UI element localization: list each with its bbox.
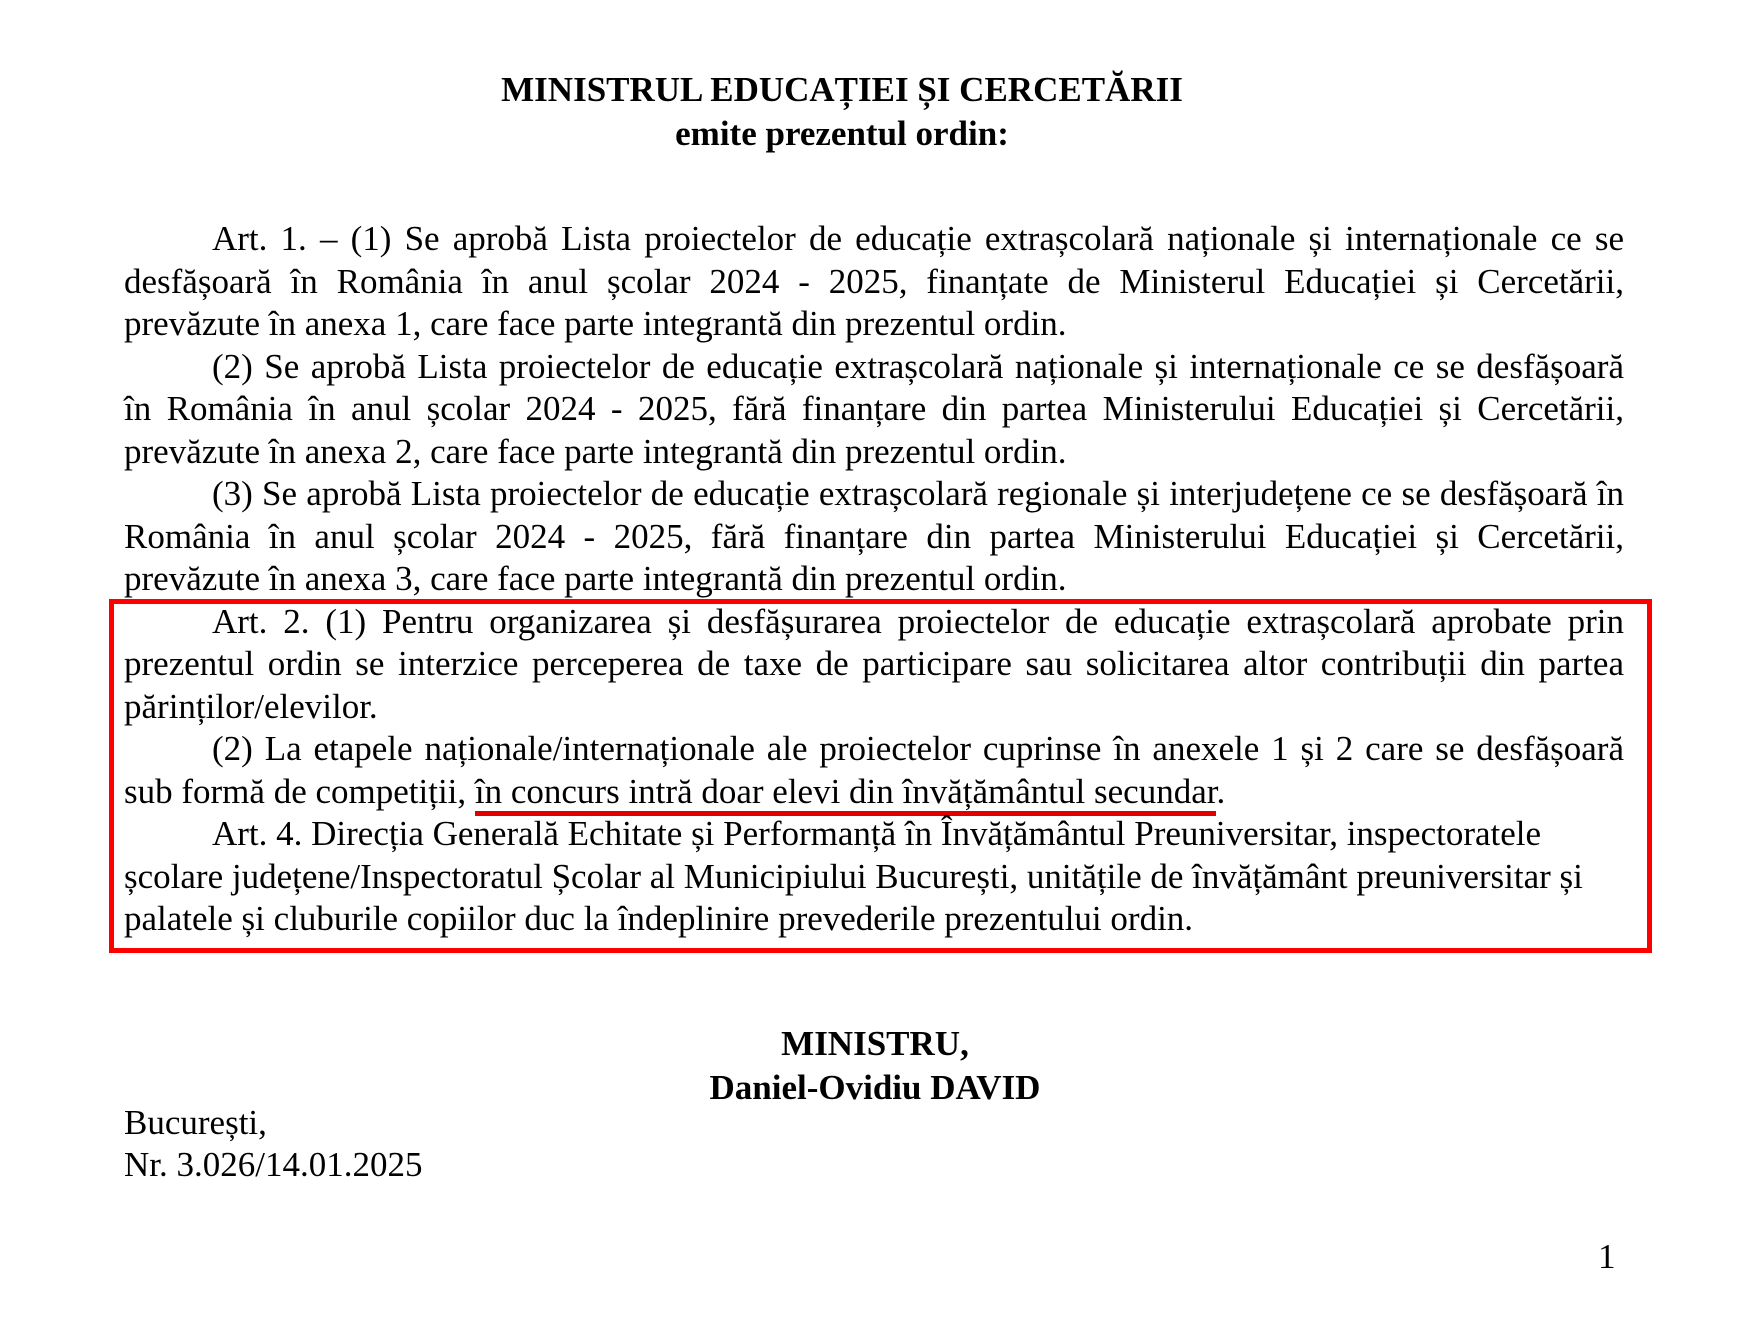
document-footer	[124, 1102, 422, 1186]
footer-city: București,	[124, 1103, 267, 1142]
article-1-paragraph-1: Art. 1. – (1) Se aprobă Lista proiectelor de educație extrașcolară naționale și internaționale ce se desfășoară în România în anul școlar 2024 - 2025, finanțate de Ministerul Educației și Cercetării, prevăzute în anexa 1, care face parte integrantă din prezentul ordin.	[124, 219, 1624, 343]
signature-role: MINISTRU,	[781, 1024, 969, 1063]
article-1-paragraph-2: (2) Se aprobă Lista proiectelor de educație extrașcolară naționale și internaționale ce se desfășoară în România în anul școlar 2024 - 2025, fără finanțare din partea Ministerului Educației și Cercetării, prevăzute în anexa 2, care face parte integrantă din prezentul ordin.	[124, 346, 1624, 471]
article-2-paragraph-2-start: (2) La etapele naționale/internaționale ale proiectelor cuprinse în anexele 1 și 2 care se desfășoară sub formă de competiții,	[124, 729, 1624, 811]
page-number: 1	[1598, 1237, 1616, 1276]
article-4-paragraph: Art. 4. Direcția Generală Echitate și Performanță în Învățământul Preuniversitar, inspectoratele școlare județene/Inspectoratul Școlar al Municipiului București, unitățile de învățământ preuniversitar și palatele și cluburile copiilor duc la îndeplinire prevederile prezentului ordin.	[124, 814, 1583, 938]
article-1-paragraph-3: (3) Se aprobă Lista proiectelor de educație extrașcolară regionale și interjudețene ce se desfășoară în România în anul școlar 2024 - 2025, fără finanțare din partea Ministerului Educației și Cercetării, prevăzute în anexa 3, care face parte integrantă din prezentul ordin.	[124, 474, 1624, 598]
highlight-box	[109, 599, 1652, 953]
footer-number: Nr. 3.026/14.01.2025	[124, 1145, 423, 1184]
signature-name: Daniel-Ovidiu DAVID	[709, 1068, 1041, 1107]
document-title: MINISTRUL EDUCAȚIEI ȘI CERCETĂRII	[501, 70, 1183, 109]
document-header	[124, 68, 1308, 156]
document-subtitle: emite prezentul ordin:	[675, 114, 1009, 153]
article-2-paragraph-1: Art. 2. (1) Pentru organizarea și desfășurarea proiectelor de educație extrașcolară aprobate prin prezentul ordin se interzice perceperea de taxe de participare sau solicitarea altor contribuții din partea părinților/elevilor.	[124, 601, 1624, 726]
underlined-phrase: în concurs intră doar elevi din învățământul secundar	[475, 772, 1217, 816]
article-2-paragraph-2-end: .	[1216, 771, 1226, 811]
signature-block	[620, 1022, 1130, 1110]
